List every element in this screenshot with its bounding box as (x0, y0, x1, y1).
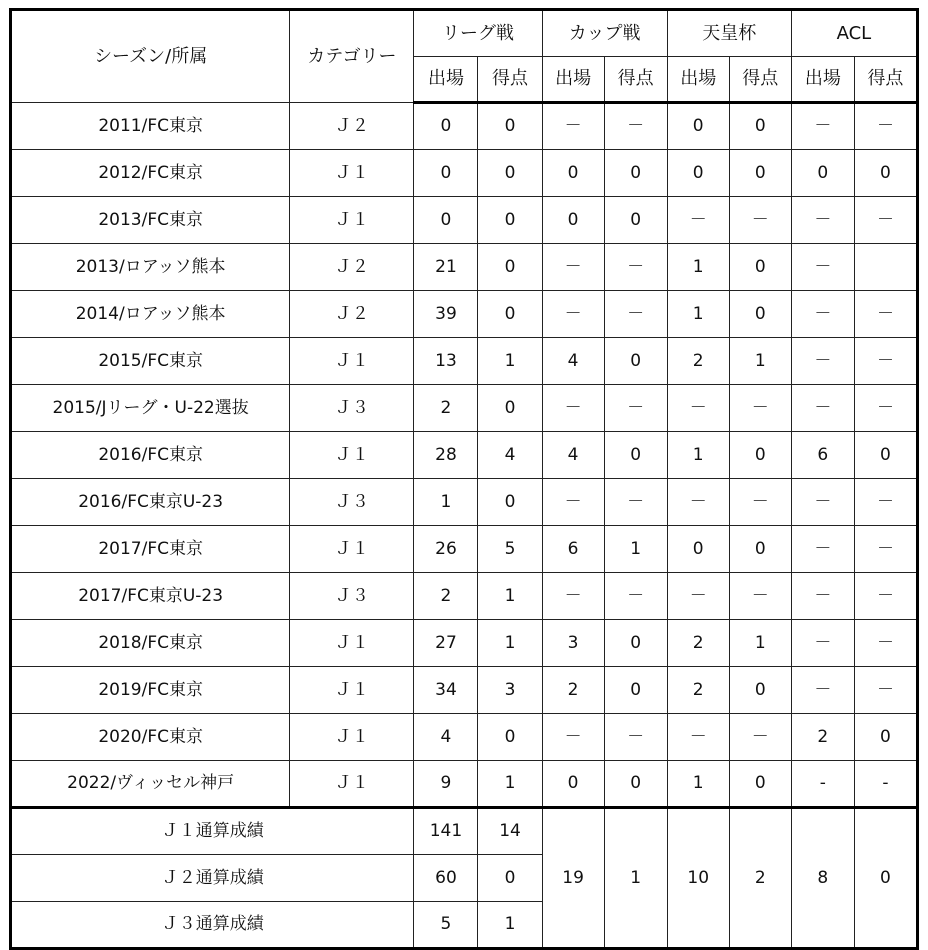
emperor-goals-cell: 0 (729, 526, 791, 573)
cup-goals-cell: － (604, 573, 667, 620)
acl-goals-cell: － (854, 385, 917, 432)
cup-goals-cell: － (604, 244, 667, 291)
header-cup-apps: 出場 (542, 57, 604, 103)
acl-goals-cell: － (854, 338, 917, 385)
total-label-j3: Ｊ３通算成績 (11, 902, 414, 949)
season-cell: 2016/FC東京U-23 (11, 479, 290, 526)
league-goals-cell: 5 (478, 526, 542, 573)
league-apps-cell: 0 (414, 197, 478, 244)
category-cell: Ｊ１ (290, 667, 414, 714)
cup-goals-cell: 0 (604, 761, 667, 808)
cup-apps-cell: － (542, 479, 604, 526)
league-goals-cell: 0 (478, 479, 542, 526)
league-apps-cell: 2 (414, 385, 478, 432)
emperor-goals-cell: － (729, 479, 791, 526)
season-cell: 2017/FC東京U-23 (11, 573, 290, 620)
cup-goals-cell: 1 (604, 526, 667, 573)
season-rows (11, 103, 918, 808)
category-cell: Ｊ１ (290, 338, 414, 385)
acl-goals-cell: - (854, 761, 917, 808)
category-cell: Ｊ１ (290, 714, 414, 761)
emperor-goals-cell: 1 (729, 620, 791, 667)
league-apps-cell: 0 (414, 150, 478, 197)
emperor-apps-cell: 1 (667, 432, 729, 479)
acl-apps-cell: － (791, 197, 854, 244)
acl-goals-cell: 0 (854, 714, 917, 761)
header-league: リーグ戦 (414, 10, 542, 57)
league-goals-cell: 0 (478, 291, 542, 338)
cup-goals-cell: － (604, 291, 667, 338)
cup-goals-cell: 0 (604, 432, 667, 479)
season-cell: 2016/FC東京 (11, 432, 290, 479)
total-label-j2: Ｊ２通算成績 (11, 855, 414, 902)
acl-goals-cell: － (854, 667, 917, 714)
emperor-goals-cell: 0 (729, 432, 791, 479)
emperor-goals-cell: － (729, 714, 791, 761)
league-apps-cell: 27 (414, 620, 478, 667)
emperor-goals-cell: － (729, 197, 791, 244)
cup-apps-cell: 0 (542, 761, 604, 808)
season-row (11, 667, 918, 714)
season-cell: 2015/Jリーグ・U-22選抜 (11, 385, 290, 432)
header-emperor: 天皇杯 (667, 10, 791, 57)
league-apps-cell: 9 (414, 761, 478, 808)
category-cell: Ｊ３ (290, 385, 414, 432)
emperor-goals-cell: 0 (729, 291, 791, 338)
header-league-apps: 出場 (414, 57, 478, 103)
season-cell: 2018/FC東京 (11, 620, 290, 667)
season-row (11, 479, 918, 526)
acl-goals-cell: － (854, 291, 917, 338)
acl-apps-cell: － (791, 338, 854, 385)
acl-apps-cell: － (791, 479, 854, 526)
cup-apps-cell: 6 (542, 526, 604, 573)
category-cell: Ｊ１ (290, 620, 414, 667)
cup-apps-cell: 4 (542, 338, 604, 385)
season-cell: 2011/FC東京 (11, 103, 290, 150)
category-cell: Ｊ１ (290, 761, 414, 808)
acl-apps-cell: － (791, 291, 854, 338)
league-goals-cell: 1 (478, 338, 542, 385)
season-cell: 2014/ロアッソ熊本 (11, 291, 290, 338)
league-apps-cell: 28 (414, 432, 478, 479)
emperor-apps-cell: － (667, 479, 729, 526)
total-row-j1 (11, 808, 918, 855)
league-apps-cell: 34 (414, 667, 478, 714)
season-row (11, 150, 918, 197)
emperor-apps-cell: － (667, 197, 729, 244)
cup-goals-cell: 0 (604, 338, 667, 385)
league-apps-cell: 0 (414, 103, 478, 150)
cup-apps-cell: － (542, 291, 604, 338)
header-category: カテゴリー (290, 10, 414, 103)
emperor-goals-cell: 0 (729, 150, 791, 197)
header-season: シーズン/所属 (11, 10, 290, 103)
total-emperor-apps: 10 (667, 808, 729, 949)
league-goals-cell: 0 (478, 103, 542, 150)
emperor-apps-cell: 0 (667, 103, 729, 150)
league-apps-cell: 4 (414, 714, 478, 761)
season-row (11, 526, 918, 573)
season-cell: 2012/FC東京 (11, 150, 290, 197)
acl-apps-cell: 6 (791, 432, 854, 479)
cup-goals-cell: － (604, 385, 667, 432)
season-cell: 2022/ヴィッセル神戸 (11, 761, 290, 808)
emperor-goals-cell: 0 (729, 761, 791, 808)
acl-goals-cell: 0 (854, 432, 917, 479)
league-goals-cell: 0 (478, 714, 542, 761)
acl-apps-cell: 2 (791, 714, 854, 761)
acl-apps-cell: － (791, 620, 854, 667)
league-goals-cell: 0 (478, 244, 542, 291)
season-cell: 2019/FC東京 (11, 667, 290, 714)
season-row (11, 244, 918, 291)
emperor-goals-cell: 0 (729, 103, 791, 150)
acl-apps-cell: － (791, 667, 854, 714)
cup-goals-cell: 0 (604, 667, 667, 714)
total-label-j1: Ｊ１通算成績 (11, 808, 414, 855)
header-acl-goals: 得点 (854, 57, 917, 103)
cup-apps-cell: 4 (542, 432, 604, 479)
season-row (11, 103, 918, 150)
header-league-goals: 得点 (478, 57, 542, 103)
emperor-goals-cell: － (729, 573, 791, 620)
header-cup-goals: 得点 (604, 57, 667, 103)
total-j2-league-apps: 60 (414, 855, 478, 902)
total-acl-goals: 0 (854, 808, 917, 949)
league-goals-cell: 3 (478, 667, 542, 714)
total-acl-apps: 8 (791, 808, 854, 949)
category-cell: Ｊ１ (290, 526, 414, 573)
career-stats-table (9, 8, 919, 950)
emperor-apps-cell: 2 (667, 667, 729, 714)
season-row (11, 385, 918, 432)
cup-goals-cell: 0 (604, 620, 667, 667)
emperor-apps-cell: 2 (667, 620, 729, 667)
season-cell: 2015/FC東京 (11, 338, 290, 385)
league-goals-cell: 1 (478, 620, 542, 667)
season-row (11, 573, 918, 620)
league-goals-cell: 0 (478, 150, 542, 197)
season-cell: 2017/FC東京 (11, 526, 290, 573)
league-apps-cell: 2 (414, 573, 478, 620)
acl-goals-cell: － (854, 620, 917, 667)
acl-goals-cell: － (854, 197, 917, 244)
season-cell: 2013/ロアッソ熊本 (11, 244, 290, 291)
category-cell: Ｊ２ (290, 244, 414, 291)
season-row (11, 432, 918, 479)
category-cell: Ｊ２ (290, 291, 414, 338)
league-goals-cell: 1 (478, 761, 542, 808)
emperor-apps-cell: － (667, 385, 729, 432)
league-goals-cell: 0 (478, 197, 542, 244)
cup-apps-cell: 3 (542, 620, 604, 667)
season-row (11, 338, 918, 385)
total-j1-league-apps: 141 (414, 808, 478, 855)
league-goals-cell: 0 (478, 385, 542, 432)
category-cell: Ｊ１ (290, 197, 414, 244)
total-j3-league-apps: 5 (414, 902, 478, 949)
acl-apps-cell: 0 (791, 150, 854, 197)
cup-apps-cell: － (542, 103, 604, 150)
season-row (11, 197, 918, 244)
emperor-apps-cell: － (667, 573, 729, 620)
emperor-goals-cell: － (729, 385, 791, 432)
header-emperor-apps: 出場 (667, 57, 729, 103)
season-row (11, 620, 918, 667)
cup-goals-cell: － (604, 103, 667, 150)
league-goals-cell: 1 (478, 573, 542, 620)
league-apps-cell: 13 (414, 338, 478, 385)
cup-apps-cell: － (542, 244, 604, 291)
total-j3-league-goals: 1 (478, 902, 542, 949)
category-cell: Ｊ３ (290, 573, 414, 620)
acl-apps-cell: － (791, 103, 854, 150)
acl-apps-cell: － (791, 573, 854, 620)
header-acl: ACL (791, 10, 917, 57)
total-j2-league-goals: 0 (478, 855, 542, 902)
category-cell: Ｊ１ (290, 432, 414, 479)
league-apps-cell: 21 (414, 244, 478, 291)
acl-goals-cell (854, 244, 917, 291)
acl-goals-cell: － (854, 573, 917, 620)
cup-goals-cell: － (604, 479, 667, 526)
league-apps-cell: 39 (414, 291, 478, 338)
emperor-apps-cell: 2 (667, 338, 729, 385)
acl-goals-cell: － (854, 103, 917, 150)
emperor-goals-cell: 0 (729, 244, 791, 291)
total-emperor-goals: 2 (729, 808, 791, 949)
emperor-apps-cell: － (667, 714, 729, 761)
league-apps-cell: 26 (414, 526, 478, 573)
header-acl-apps: 出場 (791, 57, 854, 103)
acl-goals-cell: － (854, 479, 917, 526)
header-row-top (11, 10, 918, 57)
acl-apps-cell: － (791, 244, 854, 291)
cup-apps-cell: － (542, 385, 604, 432)
cup-apps-cell: － (542, 573, 604, 620)
total-cup-apps: 19 (542, 808, 604, 949)
emperor-apps-cell: 0 (667, 150, 729, 197)
acl-apps-cell: － (791, 385, 854, 432)
total-j1-league-goals: 14 (478, 808, 542, 855)
acl-goals-cell: － (854, 526, 917, 573)
cup-apps-cell: 0 (542, 197, 604, 244)
cup-apps-cell: － (542, 714, 604, 761)
total-cup-goals: 1 (604, 808, 667, 949)
cup-apps-cell: 2 (542, 667, 604, 714)
emperor-goals-cell: 0 (729, 667, 791, 714)
emperor-apps-cell: 1 (667, 244, 729, 291)
emperor-apps-cell: 0 (667, 526, 729, 573)
season-row (11, 714, 918, 761)
emperor-apps-cell: 1 (667, 761, 729, 808)
cup-goals-cell: 0 (604, 197, 667, 244)
category-cell: Ｊ３ (290, 479, 414, 526)
cup-apps-cell: 0 (542, 150, 604, 197)
acl-apps-cell: － (791, 526, 854, 573)
season-row (11, 291, 918, 338)
league-apps-cell: 1 (414, 479, 478, 526)
league-goals-cell: 4 (478, 432, 542, 479)
totals-section (11, 808, 918, 949)
season-cell: 2020/FC東京 (11, 714, 290, 761)
header-cup: カップ戦 (542, 10, 667, 57)
acl-goals-cell: 0 (854, 150, 917, 197)
emperor-goals-cell: 1 (729, 338, 791, 385)
season-cell: 2013/FC東京 (11, 197, 290, 244)
cup-goals-cell: － (604, 714, 667, 761)
category-cell: Ｊ１ (290, 150, 414, 197)
category-cell: Ｊ２ (290, 103, 414, 150)
acl-apps-cell: - (791, 761, 854, 808)
header-emperor-goals: 得点 (729, 57, 791, 103)
cup-goals-cell: 0 (604, 150, 667, 197)
emperor-apps-cell: 1 (667, 291, 729, 338)
season-row (11, 761, 918, 808)
